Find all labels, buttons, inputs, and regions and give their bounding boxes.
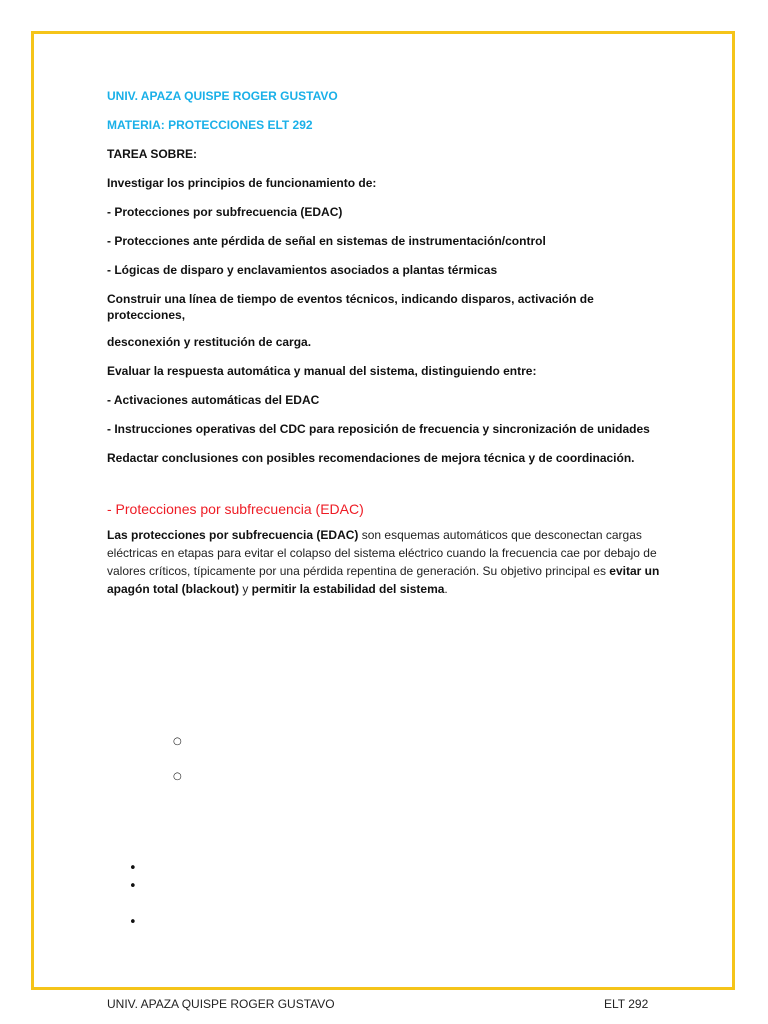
- circle-bullet-icon: ○: [173, 771, 182, 782]
- evaluate-item: - Instrucciones operativas del CDC para reposición de frecuencia y sincronización de unidades: [107, 422, 650, 436]
- assignment-title: TAREA SOBRE:: [107, 147, 197, 161]
- dot-bullet-icon: •: [129, 915, 137, 930]
- assignment-item: - Protecciones por subfrecuencia (EDAC): [107, 205, 343, 219]
- assignment-intro: Investigar los principios de funcionamiento de:: [107, 176, 377, 190]
- dot-bullet-icon: •: [129, 879, 137, 894]
- assignment-item: - Protecciones ante pérdida de señal en sistemas de instrumentación/control: [107, 234, 546, 248]
- author-header: UNIV. APAZA QUISPE ROGER GUSTAVO: [107, 89, 338, 103]
- dot-bullet-icon: •: [129, 861, 137, 876]
- section-paragraph: Las protecciones por subfrecuencia (EDAC) son esquemas automáticos que desconectan cargas eléctricas en etapas para evitar el colapso del sistema eléctrico cuando la frecuencia cae por debajo de valores críticos, típicamente por una pérdida repentina de generación. Su objetivo principal es evitar un apagón total (blackout) y permitir la estabilidad del sistema.: [107, 528, 660, 596]
- circle-bullet-icon: ○: [173, 736, 182, 747]
- evaluate-item: - Activaciones automáticas del EDAC: [107, 393, 320, 407]
- timeline-instruction: Construir una línea de tiempo de eventos técnicos, indicando disparos, activación de protecciones,: [107, 292, 594, 322]
- para-bold-stability: permitir la estabilidad del sistema: [251, 582, 445, 596]
- evaluate-instruction: Evaluar la respuesta automática y manual del sistema, distinguiendo entre:: [107, 364, 537, 378]
- subject-header: MATERIA: PROTECCIONES ELT 292: [107, 118, 313, 132]
- conclusions-instruction: Redactar conclusiones con posibles recomendaciones de mejora técnica y de coordinación.: [107, 451, 635, 465]
- para-bold-blackout: evitar un apagón total (blackout): [107, 564, 660, 596]
- footer-course: ELT 292: [604, 997, 649, 1011]
- para-bold-edac: Las protecciones por subfrecuencia (EDAC): [107, 528, 359, 542]
- document-content: [107, 88, 667, 598]
- footer-author: UNIV. APAZA QUISPE ROGER GUSTAVO: [107, 997, 335, 1011]
- assignment-item: - Lógicas de disparo y enclavamientos asociados a plantas térmicas: [107, 263, 498, 277]
- section-title: - Protecciones por subfrecuencia (EDAC): [107, 501, 364, 517]
- timeline-instruction-cont: desconexión y restitución de carga.: [107, 335, 312, 349]
